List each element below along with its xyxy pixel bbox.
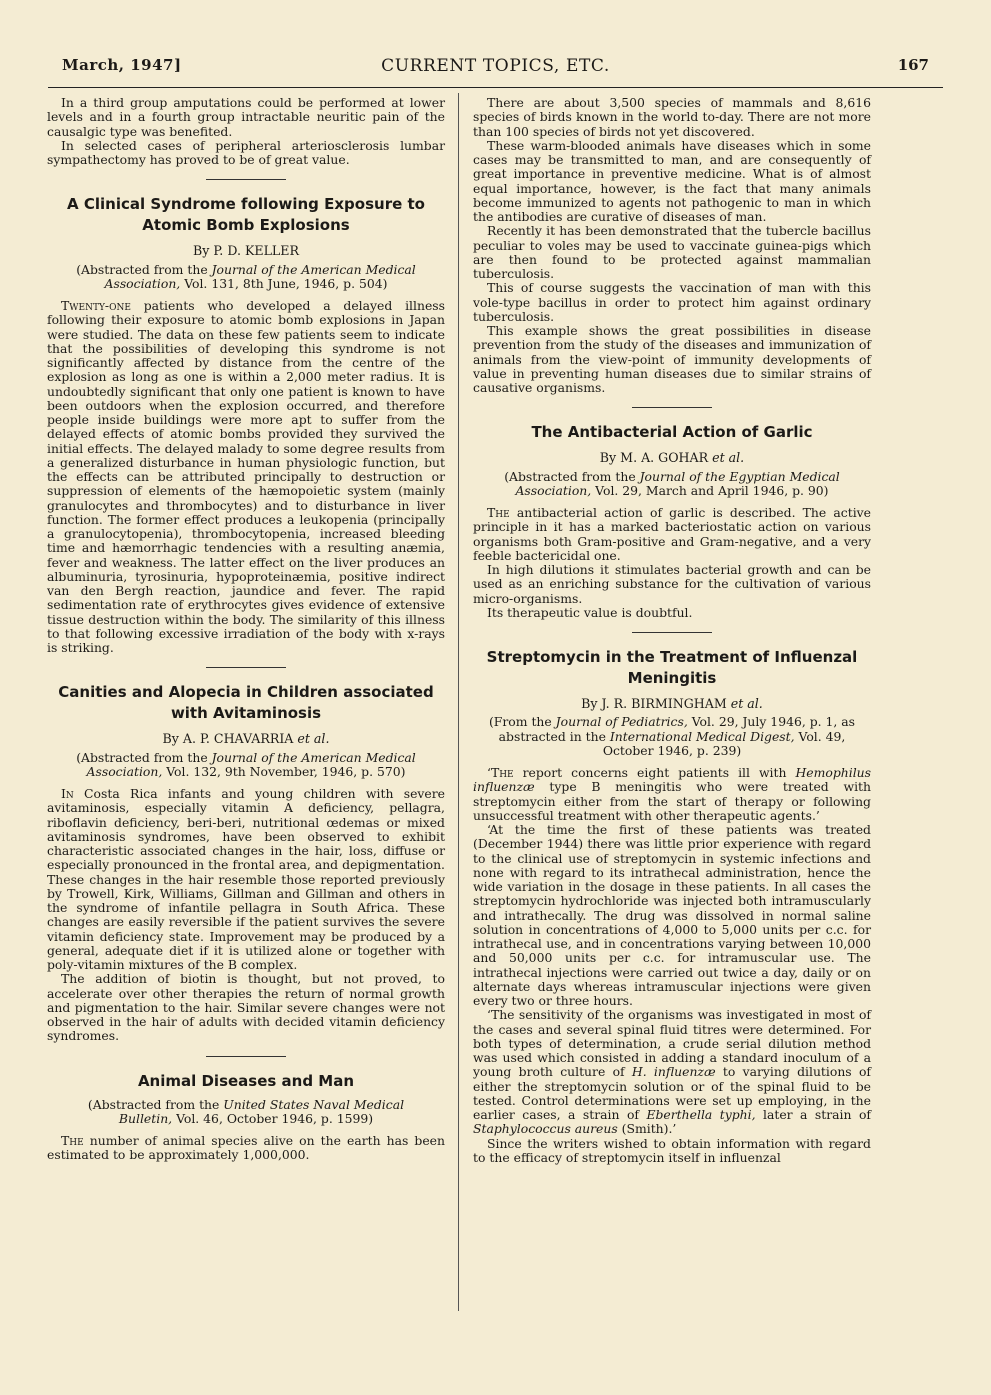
- header-title: CURRENT TOPICS, ETC.: [381, 56, 610, 76]
- paragraph: In Costa Rica infants and young children with severe avitaminosis, especially vitamin A deficiency, pellagra, riboflavin deficiency, beri-beri, nutritional œdemas or mixed avitaminosis syndromes, have been observed to exhibit characteristic associated changes in the hair, loss, diffuse or especially pronounced in the frontal area, and depigmentation. These changes in the hair resemble those reported previously by Trowell, Kirk, Williams, Gillman and Gillman and others in the syndrome of infantile pellagra in South Africa. These changes are easily reversible if the patient survives the severe vitamin deficiency state. Improvement may be produced by a general, adequate diet if it is utilized alone or together with poly-vitamin mixtures of the B complex.: [47, 786, 445, 972]
- paragraph: In selected cases of peripheral arteriosclerosis lumbar sympathectomy has proved to be of great value.: [47, 137, 445, 167]
- article-title: A Clinical Syndrome following Exposure to Atomic Bomb Explosions: [67, 195, 425, 235]
- article-title: Canities and Alopecia in Children associated with Avitaminosis: [58, 683, 434, 723]
- paragraph: ‘At the time the first of these patients was treated (December 1944) there was little prior experience with regard to the clinical use of streptomycin in systemic infections and none with regard to its intrathecal administration, hence the wide variation in the dosage in these patients. In all cases the streptomycin hydrochloride was injected both intramuscularly and intrathecally. The drug was dissolved in normal saline solution in concentrations of 4,000 to 5,000 units per c.c. for intrathecal use, and in concentrations varying between 10,000 and 50,000 units per c.c. for intramuscular use. The intrathecal injections were carried out twice a day, daily or on alternate days whereas intramuscular injections were given every two or three hours.: [473, 822, 871, 1008]
- section-separator: [632, 407, 712, 408]
- article-source: (Abstracted from the Journal of the Egyptian Medical Association, Vol. 29, March and April 1946, p. 90): [504, 468, 840, 498]
- article-source: (From the Journal of Pediatrics, Vol. 29, July 1946, p. 1, as abstracted in the International Medical Digest, Vol. 49, October 1946, p. 239): [488, 714, 856, 758]
- left-column: [47, 96, 445, 1163]
- paragraph: This example shows the great possibilities in disease prevention from the study of the diseases and immunization of animals from the view-point of immunity developments of value in preventing human diseases due to similar strains of causative organisms.: [473, 323, 871, 395]
- paragraph: Recently it has been demonstrated that the tubercle bacillus peculiar to voles may be used to vaccinate guinea-pigs which are then found to be protected against mammalian tuberculosis.: [473, 223, 871, 281]
- article-byline: By M. A. GOHAR et al.: [599, 450, 745, 466]
- paragraph: ‘The sensitivity of the organisms was investigated in most of the cases and several spinal fluid titres were determined. For both types of determination, a crude serial dilution method was used which consisted in adding a standard inoculum of a young broth culture of H. influenzæ to varying dilutions of either the streptomycin solution or of the spinal fluid to be tested. Control determinations were set up employing, in the earlier cases, a strain of Eberthella typhi, later a strain of Staphylococcus aureus (Smith).’: [473, 1007, 871, 1137]
- page-number: 167: [897, 56, 929, 74]
- header-rule: [48, 87, 943, 88]
- paragraph: In high dilutions it stimulates bacterial growth and can be used as an enriching substance for the cultivation of various micro-organisms.: [473, 562, 871, 606]
- article-byline: By P. D. KELLER: [193, 243, 299, 259]
- article-title: The Antibacterial Action of Garlic: [531, 423, 813, 442]
- column-divider: [458, 93, 459, 1311]
- section-separator: [206, 667, 286, 668]
- header-date: March, 1947]: [62, 56, 182, 74]
- running-header: [62, 56, 929, 82]
- article-source: (Abstracted from the United States Naval Medical Bulletin, Vol. 46, October 1946, p. 1599): [87, 1096, 405, 1126]
- article-source: (Abstracted from the Journal of the American Medical Association, Vol. 132, 9th November, 1946, p. 570): [76, 749, 416, 779]
- article-title: Streptomycin in the Treatment of Influenzal Meningitis: [486, 648, 858, 687]
- article-byline: By A. P. CHAVARRIA et al.: [162, 731, 330, 747]
- paragraph: This of course suggests the vaccination of man with this vole-type bacillus in order to protect him against ordinary tuberculosis.: [473, 280, 871, 324]
- section-separator: [206, 179, 286, 180]
- paragraph: ‘The report concerns eight patients ill with Hemophilus influenzæ type B meningitis who were treated with streptomycin either from the start of therapy or following unsuccessful treatment with other therapeutic agents.’: [473, 765, 871, 823]
- right-column: [473, 96, 871, 1165]
- paragraph: Its therapeutic value is doubtful.: [487, 604, 693, 620]
- article-title: Animal Diseases and Man: [137, 1071, 355, 1090]
- paragraph: The antibacterial action of garlic is described. The active principle in it has a marked bacteriostatic action on various organisms both Gram-positive and Gram-negative, and a very feeble bactericidal one.: [473, 505, 871, 563]
- section-separator: [206, 1056, 286, 1057]
- section-separator: [632, 632, 712, 633]
- article-byline: By J. R. BIRMINGHAM et al.: [581, 696, 763, 711]
- paragraph: In a third group amputations could be performed at lower levels and in a fourth group intractable neuritic pain of the causalgic type was benefited.: [47, 95, 445, 139]
- paragraph: The number of animal species alive on the earth has been estimated to be approximately 1,000,000.: [47, 1133, 445, 1163]
- paragraph: These warm-blooded animals have diseases which in some cases may be transmitted to man, and are consequently of great importance in preventive medicine. What is of almost equal importance, however, is the fact that many animals become immunized to agents not pathogenic to man in which the antibodies are curative of diseases of man.: [473, 137, 871, 224]
- paragraph: There are about 3,500 species of mammals and 8,616 species of birds known in the world to-day. There are not more than 100 species of birds not yet discovered.: [473, 95, 871, 139]
- paragraph: Twenty-one patients who developed a delayed illness following their exposure to atomic bomb explosions in Japan were studied. The data on these few patients seem to indicate that the possibilities of developing this syndrome is not significantly affected by distance from the centre of the explosion as long as one is within a 2,000 meter radius. It is undoubtedly significant that only one patient is known to have been outdoors when the explosion occurred, and therefore people inside buildings were more apt to suffer from the delayed effects of atomic bombs provided they survived the initial effects. The delayed malady to some degree results from a generalized disturbance in human physiologic function, but the effects can be attributed principally to destruction or suppression of elements of the hæmopoietic system (mainly granulocytes and thrombocytes) and to disturbance in liver function. The former effect produces a leukopenia (principally a granulocytopenia), thrombocytopenia, increased bleeding time and hæmorrhagic tendencies with a resulting anæmia, fever and weakness. The latter effect on the liver produces an albuminuria, tyrosinuria, hypoproteinæmia, positive indirect van den Bergh reaction, jaundice and fever. The rapid sedimentation rate of erythrocytes gives evidence of extensive tissue destruction within the body. The similarity of this illness to that following excessive irradiation of the body with x-rays is striking.: [47, 298, 445, 655]
- paragraph: The addition of biotin is thought, but not proved, to accelerate over other therapies the return of normal growth and pigmentation to the hair. Similar severe changes were not observed in the hair of adults with decided vitamin deficiency syndromes.: [47, 971, 445, 1044]
- article-source: (Abstracted from the Journal of the American Medical Association, Vol. 131, 8th June, 1946, p. 504): [76, 261, 416, 291]
- paragraph: Since the writers wished to obtain information with regard to the efficacy of streptomycin itself in influenzal: [473, 1135, 871, 1165]
